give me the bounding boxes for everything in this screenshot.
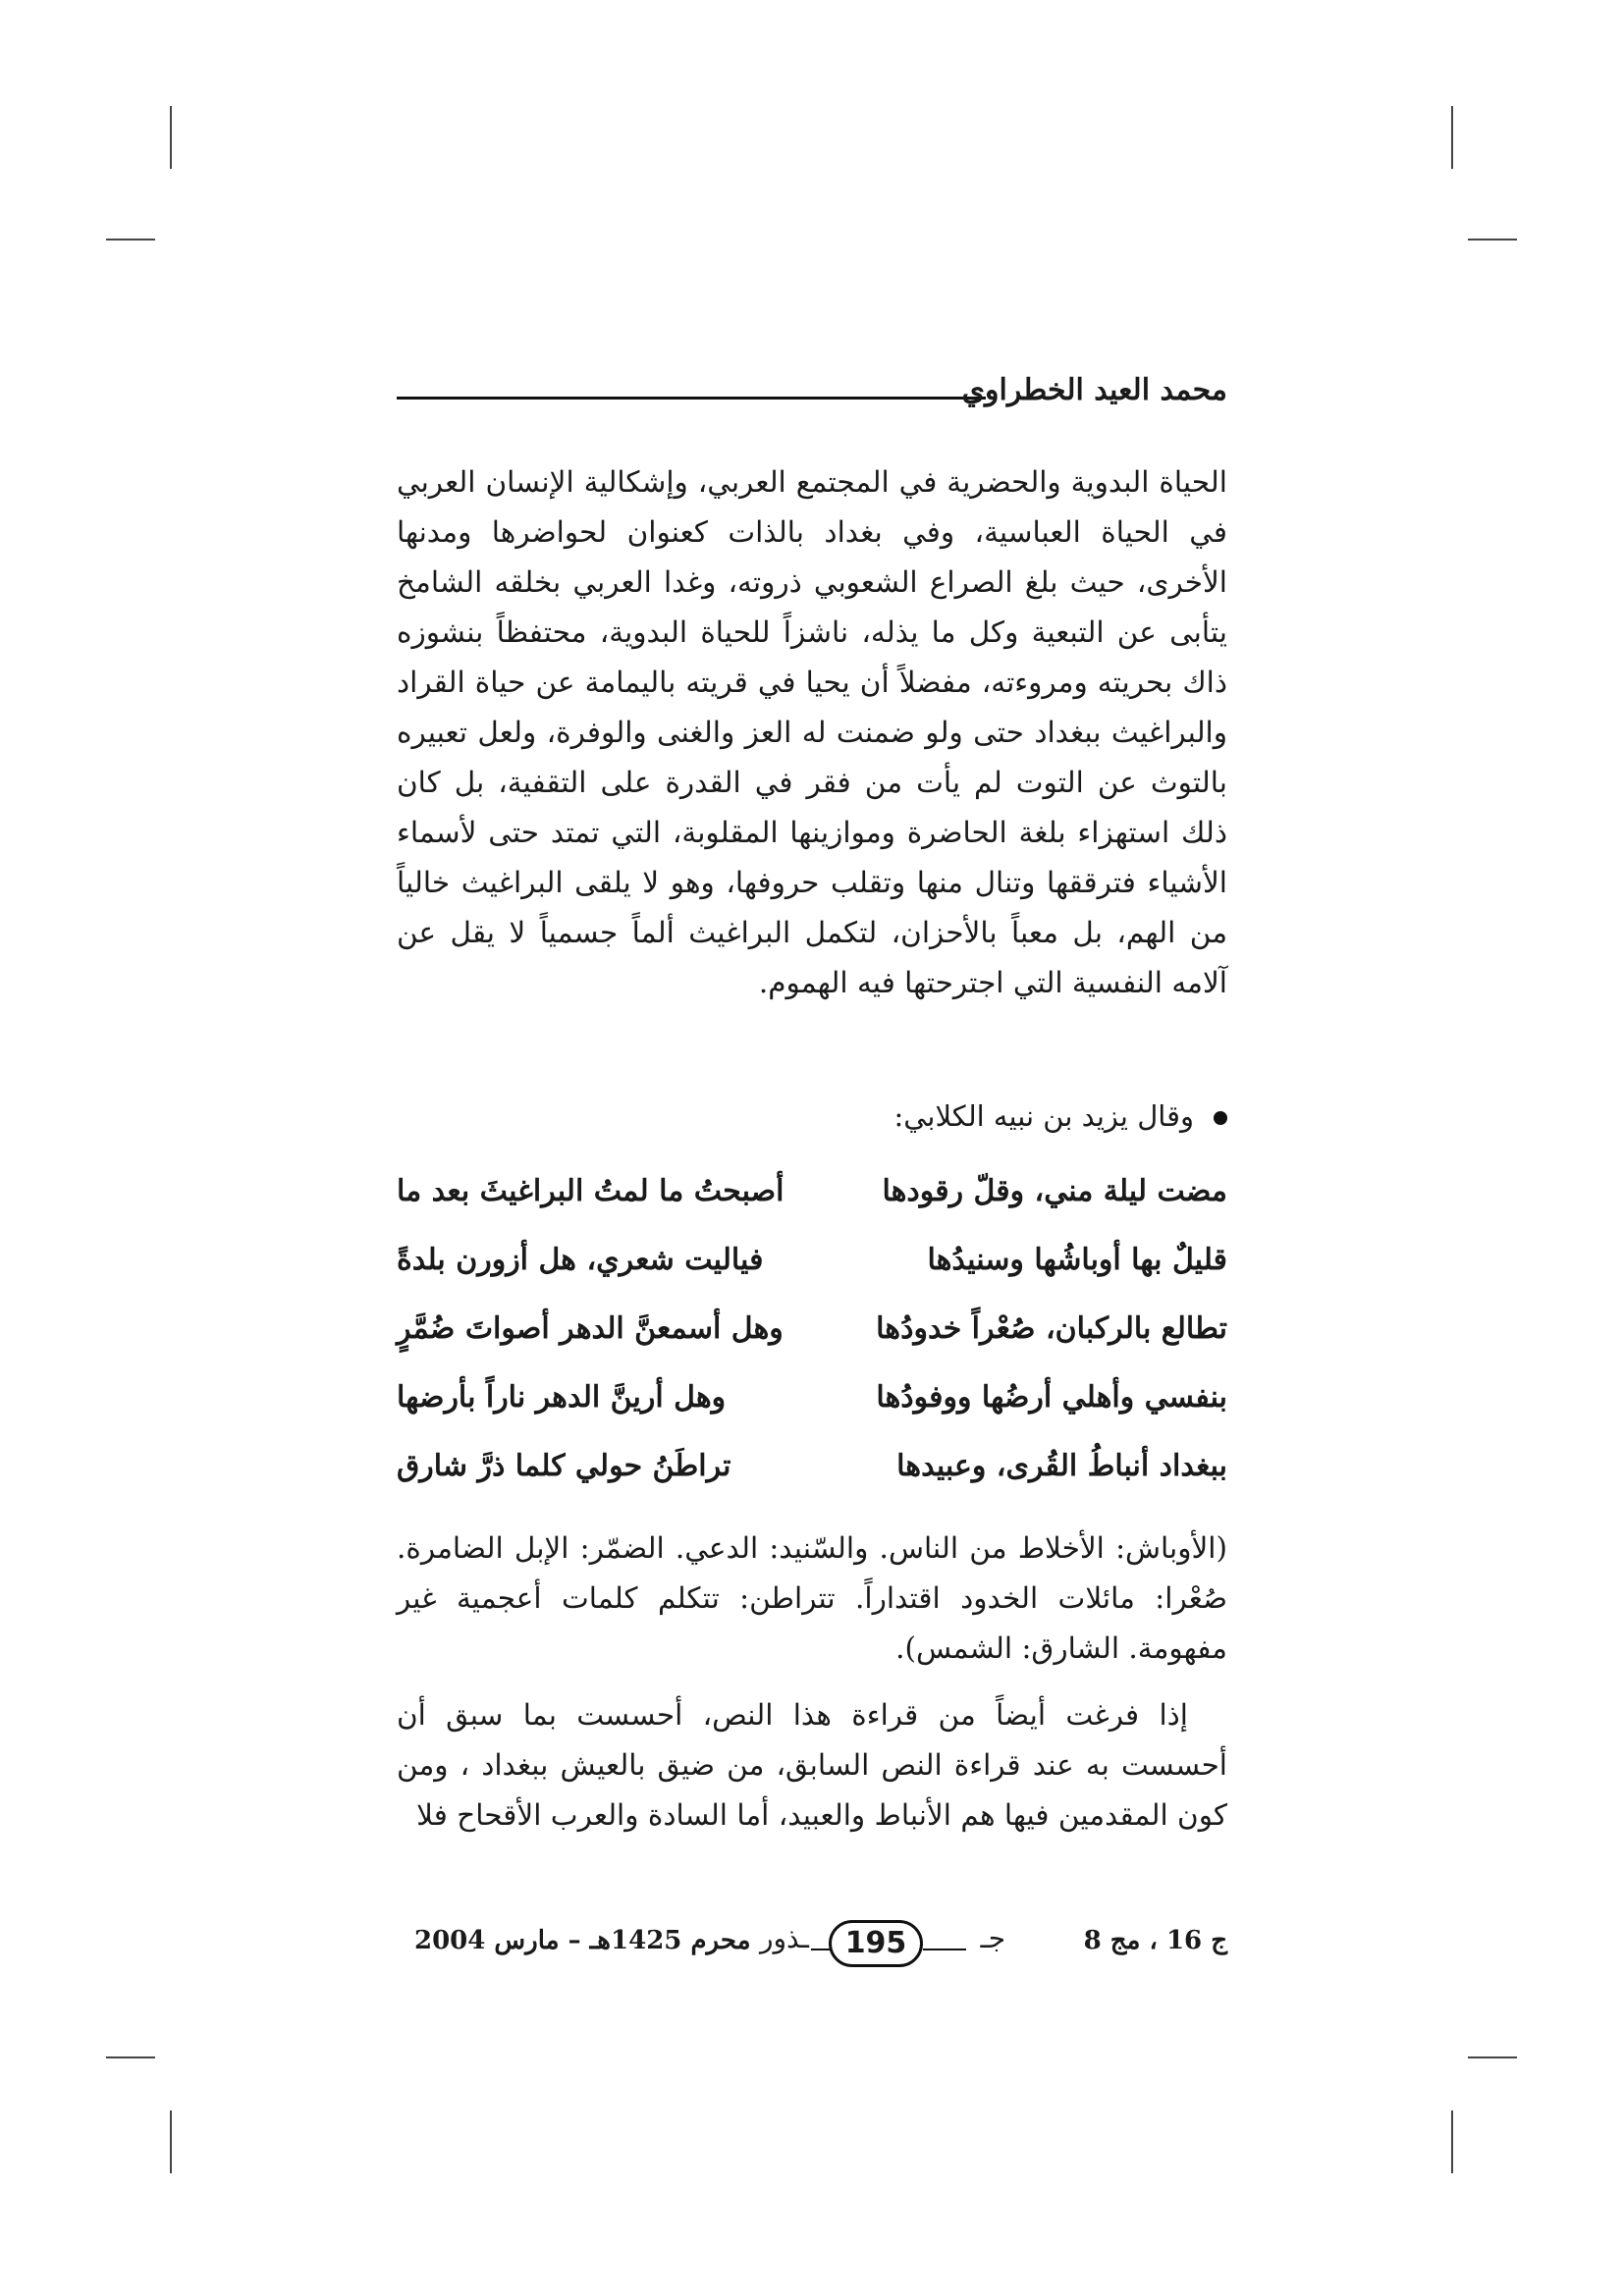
issue-info: ج 16 ، مج 8 xyxy=(1083,1926,1227,1955)
journal-name-left: ـذور xyxy=(760,1922,809,1954)
crop-mark xyxy=(1468,239,1517,240)
crop-mark xyxy=(170,2110,172,2173)
verse-first-hemistich: وهل أرينَّ الدهر ناراً بأرضها xyxy=(397,1379,727,1415)
crop-mark xyxy=(106,239,155,240)
body-paragraph: الحياة البدوية والحضرية في المجتمع العربي، وإشكالية الإنسان العربي في الحياة العباسية، وفي بغداد بالذات كعنوان لحواضرها ومدنها الأخرى، حيث بلغ الصراع الشعوبي ذروته، وغدا العربي بخلقه الشامخ يتأبى عن التبعية وكل ما يذله، ناشزاً للحياة البدوية، محتفظاً بنشوزه ذاك بحريته ومروءته، مفضلاً أن يحيا في قريته باليمامة عن حياة القراد والبراغيث ببغداد حتى ولو ضمنت له العز والغنى والوفرة، ولعل تعبيره بالتوث عن التوت لم يأت من فقر في القدرة على التقفية، بل كان ذلك استهزاء بلغة الحاضرة وموازينها المقلوبة، التي تمتد حتى لأسماء الأشياء فترققها وتنال منها وتقلب حروفها، وهو لا يلقى البراغيث خالياً من الهم، بل معباً بالأحزان، لتكمل البراغيث ألماً جسمياً لا يقل عن آلامه النفسية التي اجترحتها فيه الهموم. xyxy=(397,465,1227,999)
poem-intro-text: وقال يزيد بن نبيه الكلابي: xyxy=(893,1099,1194,1133)
verse-line xyxy=(397,1431,1227,1500)
crop-mark xyxy=(106,2056,155,2058)
verse-second-hemistich: تطالع بالركبان، صُعْراً خدودُها xyxy=(876,1310,1227,1346)
verse-second-hemistich: قليلٌ بها أوباشُها وسنيدُها xyxy=(927,1242,1227,1277)
verse-line xyxy=(397,1294,1227,1362)
issue-date: محرم 1425هـ – مارس 2004 xyxy=(414,1926,751,1955)
verse-first-hemistich: تراطَنُ حولي كلما ذرَّ شارق xyxy=(397,1448,731,1483)
header-rule xyxy=(397,397,986,400)
running-header xyxy=(397,371,1227,410)
crop-mark xyxy=(1451,106,1453,169)
body-paragraph-2: إذا فرغت أيضاً من قراءة هذا النص، أحسست بما سبق أن أحسست به عند قراءة النص السابق، من ضيق بالعيش ببغداد ، ومن كون المقدمين فيها هم الأنباط والعبيد، أما السادة والعرب الأقحاح فلا xyxy=(397,1698,1227,1832)
crop-mark xyxy=(170,106,172,169)
crop-mark xyxy=(1451,2110,1453,2173)
crop-mark xyxy=(1468,2056,1517,2058)
poem xyxy=(397,1156,1227,1500)
verse-line xyxy=(397,1362,1227,1431)
poem-intro xyxy=(397,1092,1227,1141)
journal-name-right: جـ xyxy=(980,1922,1005,1954)
verse-line xyxy=(397,1225,1227,1294)
verse-first-hemistich: فياليت شعري، هل أزورن بلدةً xyxy=(397,1242,764,1277)
verse-line xyxy=(397,1156,1227,1225)
page-footer xyxy=(397,1916,1227,1975)
verse-second-hemistich: ببغداد أنباطُ القُرى، وعبيدها xyxy=(896,1448,1227,1483)
verse-second-hemistich: بنفسي وأهلي أرضُها ووفودُها xyxy=(876,1379,1227,1415)
author-name: محمد العيد الخطراوي xyxy=(961,373,1227,407)
page-number: 195 xyxy=(829,1920,923,1967)
verse-first-hemistich: أصبحتُ ما لمتُ البراغيثَ بعد ما xyxy=(397,1173,784,1208)
journal-page-mark xyxy=(760,1916,1005,1971)
glossary-note: (الأوباش: الأخلاط من الناس. والسّنيد: الدعي. الضمّر: الإبل الضامرة. صُعْرا: مائلات الخدود اقتداراً. تتراطن: تتكلم كلمات أعجمية غير مفهومة. الشارق: الشمس). xyxy=(397,1531,1227,1665)
bullet-icon xyxy=(1214,1111,1227,1125)
verse-second-hemistich: مضت ليلة مني، وقلّ رقودها xyxy=(882,1173,1227,1208)
verse-first-hemistich: وهل أسمعنَّ الدهر أصواتَ ضُمَّرٍ xyxy=(397,1310,784,1346)
journal-rule xyxy=(923,1949,966,1950)
